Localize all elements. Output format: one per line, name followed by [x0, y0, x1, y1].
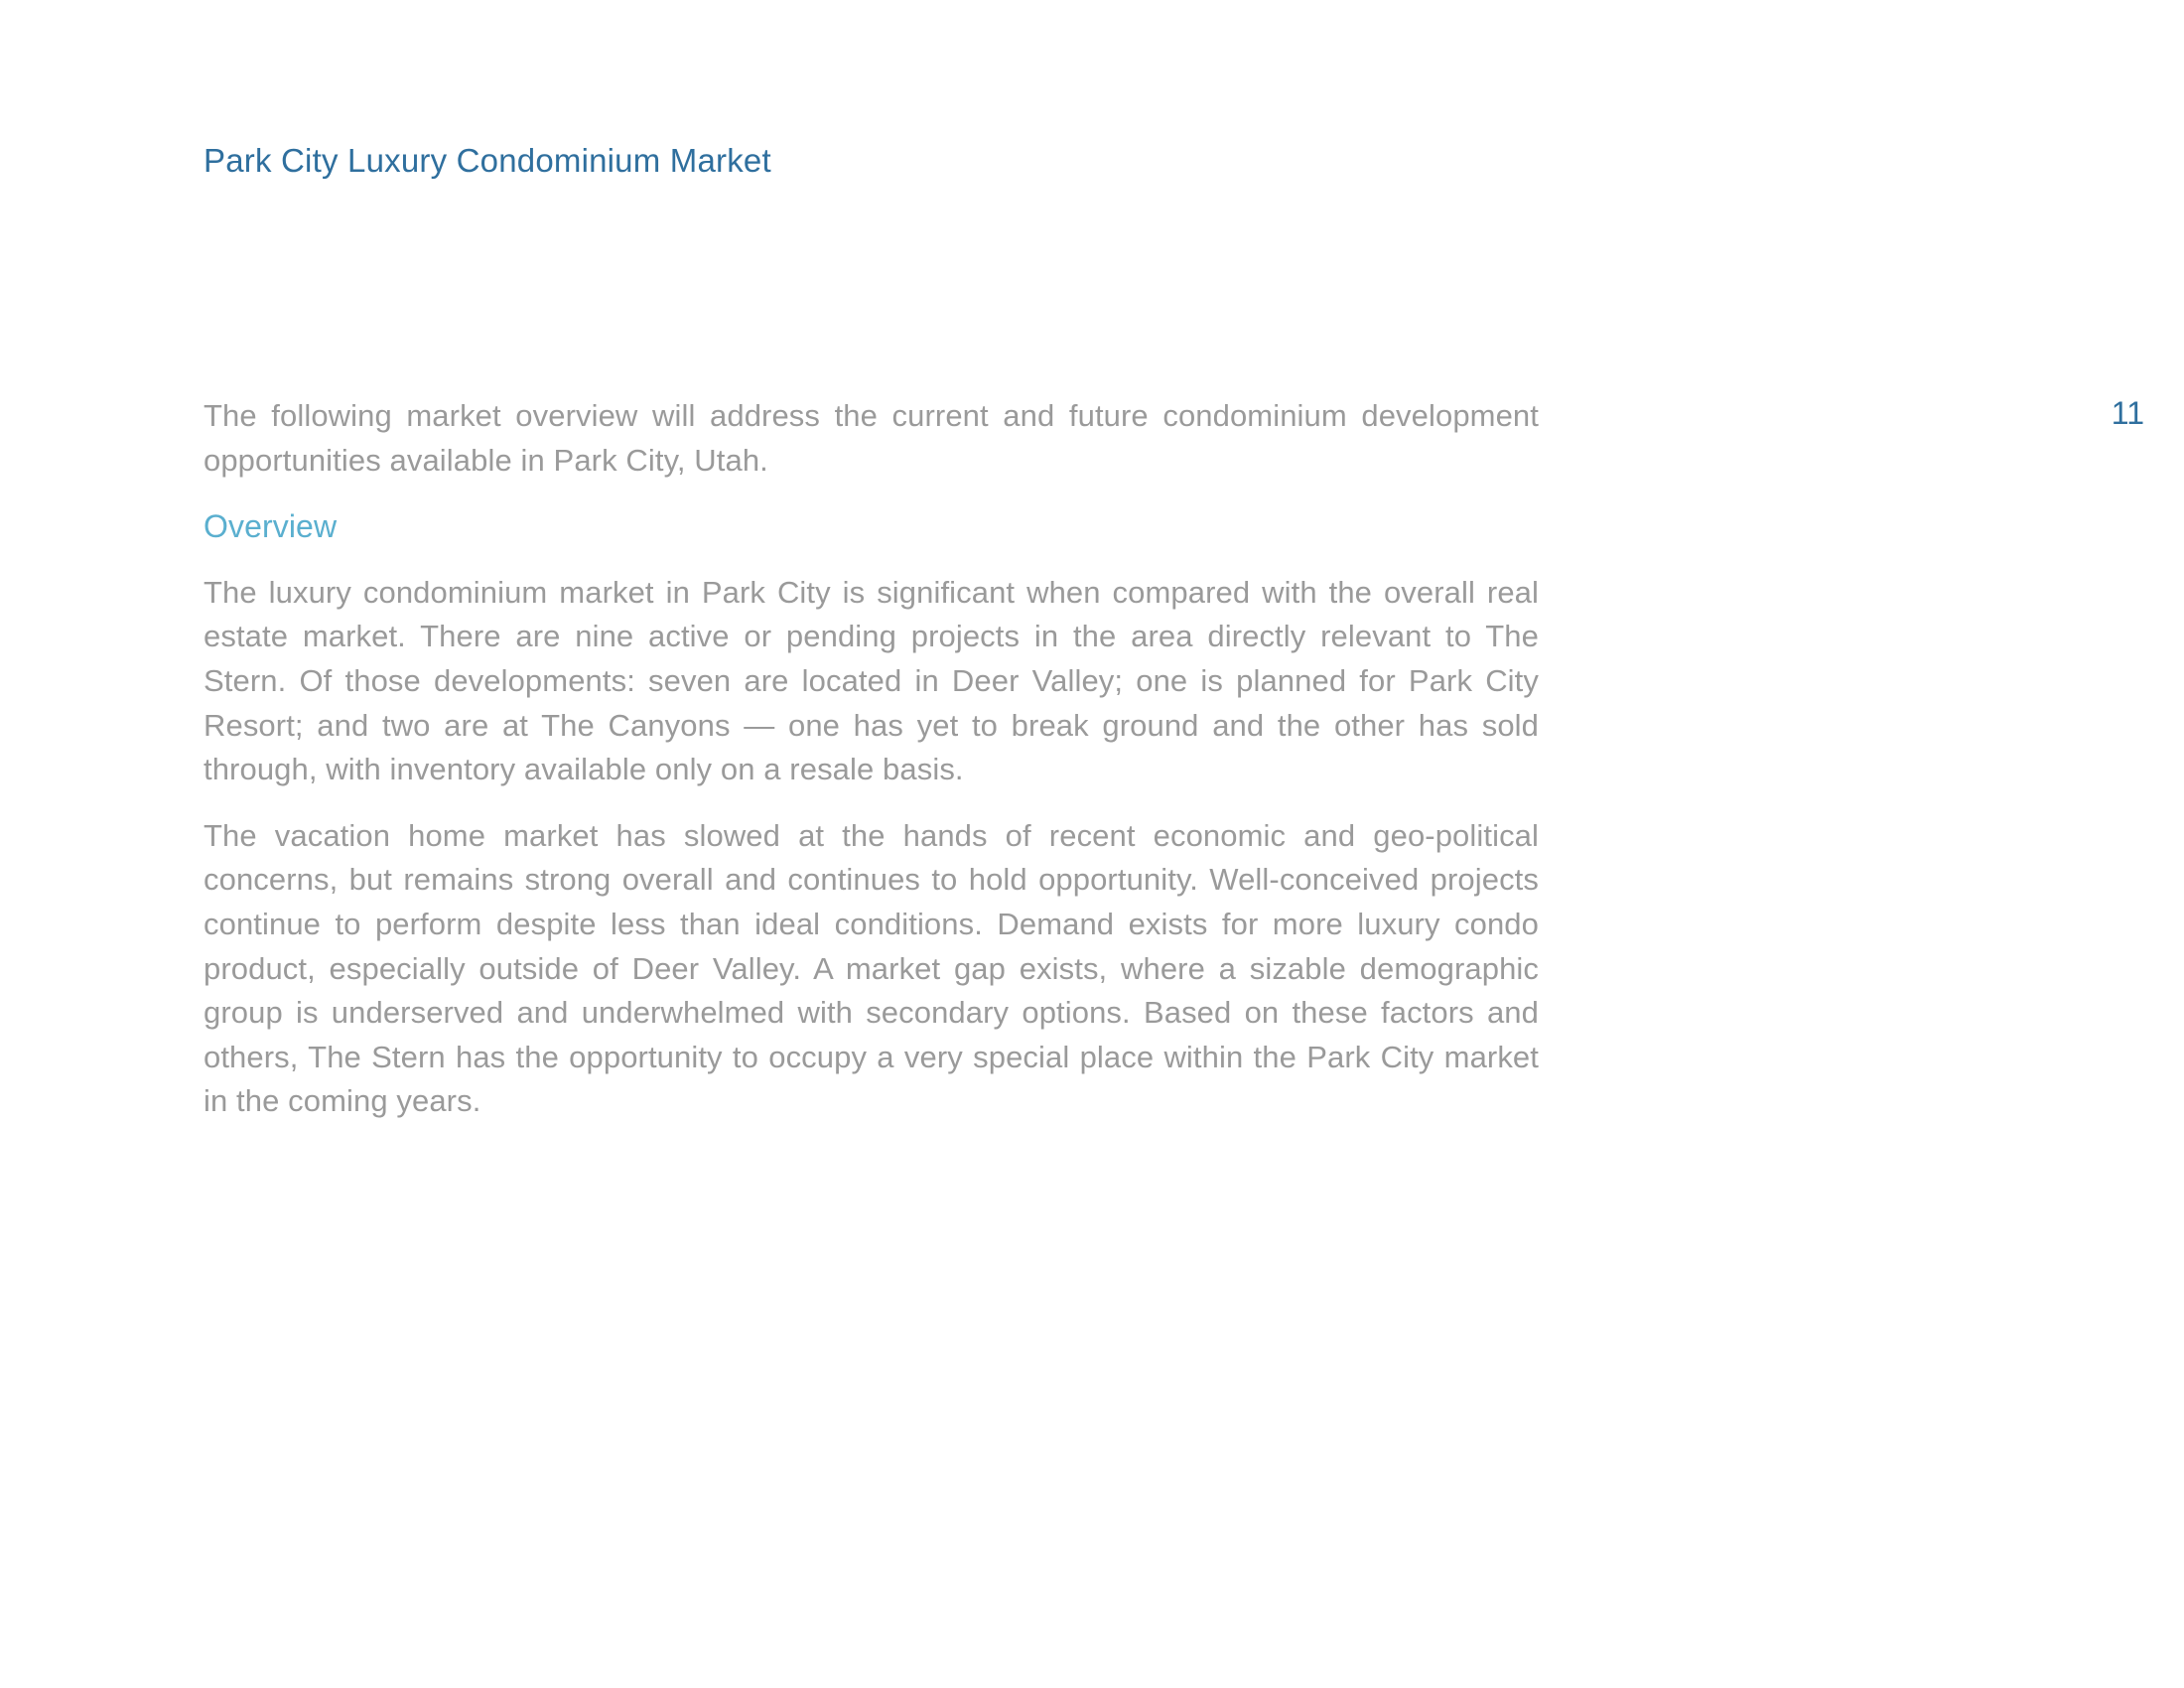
overview-paragraph-1: The luxury condominium market in Park City is significant when compared with the overall real estate market. There are nine active or pending projects in the area directly relevant to The Stern. Of those developments: seven are located in Deer Valley; one is planned for Park City Resort; and two are at The Canyons — one has yet to break ground and the other has sold through, with inventory available only on a resale basis.	[204, 574, 1539, 787]
running-head-title: Park City Luxury Condominium Market	[204, 142, 771, 179]
section-heading-overview: Overview	[204, 508, 338, 545]
body-column	[204, 394, 1539, 1146]
page-number: 11	[2111, 395, 2144, 431]
intro-paragraph: The following market overview will address the current and future condominium development opportunities available in Park City, Utah.	[204, 398, 1539, 478]
overview-paragraph-2: The vacation home market has slowed at the hands of recent economic and geo-political concerns, but remains strong overall and continues to hold opportunity. Well-conceived projects continue to perform despite less than ideal conditions. Demand exists for more luxury condo product, especially outside of Deer Valley. A market gap exists, where a sizable demographic group is underserved and underwhelmed with secondary options. Based on these factors and others, The Stern has the opportunity to occupy a very special place within the Park City market in the coming years.	[204, 817, 1539, 1119]
